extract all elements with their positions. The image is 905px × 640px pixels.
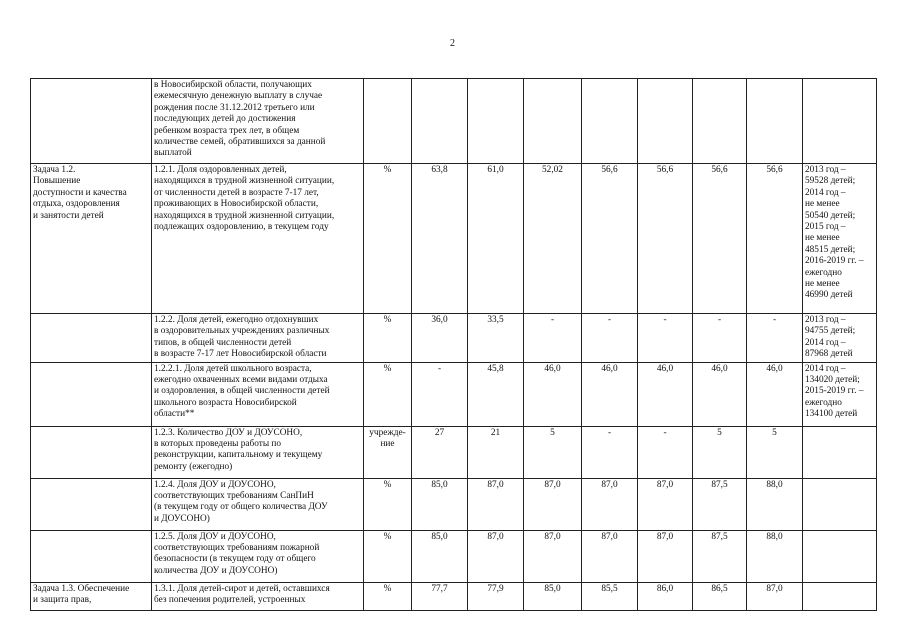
value-cell: 56,6 xyxy=(747,164,803,314)
task-cell xyxy=(31,362,152,426)
indicator-cell: 1.2.4. Доля ДОУ и ДОУСОНО, соответствующих требованиям СанПиН (в текущем году от общего количества ДОУ и ДОУСОНО) xyxy=(152,478,364,530)
value-cell: 45,8 xyxy=(468,362,524,426)
value-cell: 85,0 xyxy=(524,582,582,610)
value-cell: 5 xyxy=(524,426,582,478)
value-cell: 46,0 xyxy=(582,362,638,426)
page-number: 2 xyxy=(450,38,455,49)
value-cell: 46,0 xyxy=(638,362,693,426)
value-cell: 87,5 xyxy=(693,530,747,582)
value-cell: 27 xyxy=(412,426,468,478)
value-cell: 87,0 xyxy=(524,530,582,582)
value-cell: 5 xyxy=(747,426,803,478)
value-cell xyxy=(468,79,524,164)
task-cell xyxy=(31,478,152,530)
value-cell xyxy=(524,79,582,164)
value-cell: - xyxy=(747,314,803,363)
value-cell xyxy=(747,79,803,164)
table-row xyxy=(31,530,877,582)
indicator-cell: 1.2.2.1. Доля детей школьного возраста, ежегодно охваченных всеми видами отдыха и оздоровления, в общей численности детей школьного возраста Новосибирской области** xyxy=(152,362,364,426)
value-cell: 85,0 xyxy=(412,478,468,530)
note-cell: 2013 год – 94755 детей; 2014 год – 87968 детей xyxy=(803,314,877,363)
value-cell: 87,0 xyxy=(524,478,582,530)
value-cell: 87,5 xyxy=(693,478,747,530)
indicators-table xyxy=(30,78,877,611)
value-cell: 36,0 xyxy=(412,314,468,363)
value-cell: 87,0 xyxy=(468,530,524,582)
indicator-cell: 1.2.5. Доля ДОУ и ДОУСОНО, соответствующих требованиям пожарной безопасности (в текущем году от общего количества ДОУ и ДОУСОНО) xyxy=(152,530,364,582)
value-cell: 56,6 xyxy=(693,164,747,314)
value-cell: - xyxy=(412,362,468,426)
value-cell: 77,7 xyxy=(412,582,468,610)
unit-cell: % xyxy=(364,314,412,363)
value-cell: 87,0 xyxy=(638,478,693,530)
value-cell: - xyxy=(582,426,638,478)
unit-cell: учрежде- ние xyxy=(364,426,412,478)
table-row xyxy=(31,79,877,164)
value-cell xyxy=(638,79,693,164)
value-cell: 61,0 xyxy=(468,164,524,314)
note-cell xyxy=(803,79,877,164)
value-cell: - xyxy=(693,314,747,363)
note-cell xyxy=(803,530,877,582)
table-row xyxy=(31,478,877,530)
value-cell: - xyxy=(582,314,638,363)
table-row xyxy=(31,426,877,478)
value-cell: 21 xyxy=(468,426,524,478)
unit-cell: % xyxy=(364,362,412,426)
value-cell: 87,0 xyxy=(582,530,638,582)
value-cell: 46,0 xyxy=(747,362,803,426)
note-cell xyxy=(803,582,877,610)
value-cell: 85,5 xyxy=(582,582,638,610)
indicator-cell: 1.2.2. Доля детей, ежегодно отдохнувших в оздоровительных учреждениях различных типов, в общей численности детей в возрасте 7-17 лет Новосибирской области xyxy=(152,314,364,363)
value-cell: 88,0 xyxy=(747,478,803,530)
indicator-cell: 1.2.3. Количество ДОУ и ДОУСОНО, в которых проведены работы по реконструкции, капитальному и текущему ремонту (ежегодно) xyxy=(152,426,364,478)
value-cell: 46,0 xyxy=(524,362,582,426)
value-cell xyxy=(693,79,747,164)
value-cell: 56,6 xyxy=(638,164,693,314)
unit-cell: % xyxy=(364,530,412,582)
value-cell: 52,02 xyxy=(524,164,582,314)
unit-cell: % xyxy=(364,478,412,530)
value-cell: 5 xyxy=(693,426,747,478)
value-cell: - xyxy=(638,426,693,478)
value-cell xyxy=(582,79,638,164)
task-cell xyxy=(31,426,152,478)
table-row xyxy=(31,582,877,610)
table-row xyxy=(31,164,877,314)
value-cell xyxy=(412,79,468,164)
note-cell xyxy=(803,426,877,478)
value-cell: 86,5 xyxy=(693,582,747,610)
task-cell: Задача 1.3. Обеспечение и защита прав, xyxy=(31,582,152,610)
value-cell: 85,0 xyxy=(412,530,468,582)
task-cell: Задача 1.2. Повышение доступности и качества отдыха, оздоровления и занятости детей xyxy=(31,164,152,314)
note-cell: 2013 год – 59528 детей; 2014 год – не менее 50540 детей; 2015 год – не менее 48515 детей; 2016-2019 гг. – ежегодно не менее 46990 детей xyxy=(803,164,877,314)
value-cell: 87,0 xyxy=(747,582,803,610)
value-cell: 88,0 xyxy=(747,530,803,582)
value-cell: 86,0 xyxy=(638,582,693,610)
value-cell: 63,8 xyxy=(412,164,468,314)
unit-cell: % xyxy=(364,164,412,314)
indicator-cell: 1.2.1. Доля оздоровленных детей, находящихся в трудной жизненной ситуации, от численности детей в возрасте 7-17 лет, проживающих в Новосибирской области, находящихся в трудной жизненной ситуации, подлежащих оздоровлению, в текущем году xyxy=(152,164,364,314)
value-cell: 77,9 xyxy=(468,582,524,610)
unit-cell: % xyxy=(364,582,412,610)
value-cell: 87,0 xyxy=(468,478,524,530)
value-cell: 87,0 xyxy=(638,530,693,582)
value-cell: - xyxy=(524,314,582,363)
indicator-cell: 1.3.1. Доля детей-сирот и детей, оставшихся без попечения родителей, устроенных xyxy=(152,582,364,610)
value-cell: 87,0 xyxy=(582,478,638,530)
task-cell xyxy=(31,530,152,582)
note-cell: 2014 год – 134020 детей; 2015-2019 гг. – ежегодно 134100 детей xyxy=(803,362,877,426)
table-row xyxy=(31,314,877,363)
value-cell: 56,6 xyxy=(582,164,638,314)
note-cell xyxy=(803,478,877,530)
task-cell xyxy=(31,79,152,164)
task-cell xyxy=(31,314,152,363)
value-cell: 33,5 xyxy=(468,314,524,363)
indicator-cell: в Новосибирской области, получающих ежемесячную денежную выплату в случае рождения после 31.12.2012 третьего или последующих детей до достижения ребенком возраста трех лет, в общем количестве семей, обратившихся за данной выплатой xyxy=(152,79,364,164)
value-cell: 46,0 xyxy=(693,362,747,426)
value-cell: - xyxy=(638,314,693,363)
unit-cell xyxy=(364,79,412,164)
table-row xyxy=(31,362,877,426)
